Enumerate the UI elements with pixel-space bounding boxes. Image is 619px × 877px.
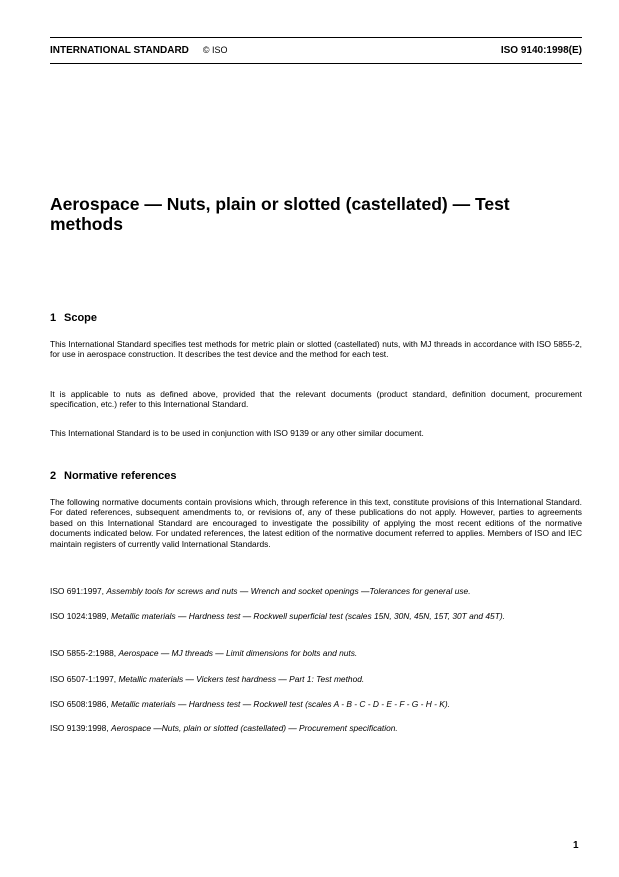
- reference-item: [50, 611, 582, 621]
- reference-item: [50, 699, 582, 709]
- header-bottom-rule: [50, 63, 582, 64]
- document-title: Aerospace — Nuts, plain or slotted (castellated) — Test methods: [50, 194, 510, 234]
- reference-code: ISO 1024:1989,: [50, 611, 109, 621]
- reference-title: Metallic materials — Hardness test — Rockwell test (scales A - B - C - D - E - F - G - H - K).: [111, 699, 450, 709]
- reference-code: ISO 5855-2:1988,: [50, 648, 117, 658]
- section-title: Scope: [64, 312, 98, 324]
- header-copyright: © ISO: [202, 45, 228, 55]
- reference-item: [50, 648, 582, 658]
- scope-paragraph-3: This International Standard is to be used in conjunction with ISO 9139 or any other similar document.: [50, 428, 424, 438]
- section-number: 1: [50, 312, 57, 324]
- header-standard-number: ISO 9140:1998(E): [500, 44, 582, 56]
- normative-references-paragraph: The following normative documents contain provisions which, through reference in this text, constitute provisions of this International Standard. For dated references, subsequent amendments to, or revisions of, any of these publications do not apply. However, parties to agreements based on this International Standard are encouraged to investigate the possibility of applying the most recent editions of the normative documents indicated below. For undated references, the latest edition of the normative document referred to applies. Members of ISO and IEC maintain registers of currently valid International Standards.: [50, 497, 582, 549]
- reference-code: ISO 6507-1:1997,: [50, 674, 117, 684]
- reference-title: Aerospace —Nuts, plain or slotted (castellated) — Procurement specification.: [111, 723, 398, 733]
- page-number: 1: [573, 840, 579, 851]
- reference-title: Metallic materials — Vickers test hardness — Part 1: Test method.: [118, 674, 365, 684]
- reference-code: ISO 691:1997,: [50, 586, 105, 596]
- reference-title: Aerospace — MJ threads — Limit dimensions for bolts and nuts.: [118, 648, 358, 658]
- reference-code: ISO 9139:1998,: [50, 723, 109, 733]
- reference-code: ISO 6508:1986,: [50, 699, 109, 709]
- reference-title: Metallic materials — Hardness test — Rockwell superficial test (scales 15N, 30N, 45N, 15T, 30T and 45T).: [111, 611, 505, 621]
- reference-title: Assembly tools for screws and nuts — Wrench and socket openings —Tolerances for general use.: [106, 586, 471, 596]
- scope-paragraph-2: It is applicable to nuts as defined above, provided that the relevant documents (product standard, definition document, procurement specification, etc.) refer to this International Standard.: [50, 389, 582, 410]
- header-document-type: INTERNATIONAL STANDARD: [50, 44, 189, 56]
- reference-item: [50, 586, 582, 596]
- section-title: Normative references: [64, 470, 177, 482]
- section-number: 2: [50, 470, 57, 482]
- section-heading-scope: [50, 312, 582, 324]
- reference-item: [50, 723, 582, 733]
- page-header: [50, 43, 582, 57]
- header-top-rule: [50, 37, 582, 38]
- scope-paragraph-1: This International Standard specifies test methods for metric plain or slotted (castellated) nuts, with MJ threads in accordance with ISO 5855-2, for use in aerospace construction. It describes the test device and the method for each test.: [50, 339, 582, 360]
- reference-item: [50, 674, 582, 684]
- section-heading-normative-references: [50, 470, 582, 482]
